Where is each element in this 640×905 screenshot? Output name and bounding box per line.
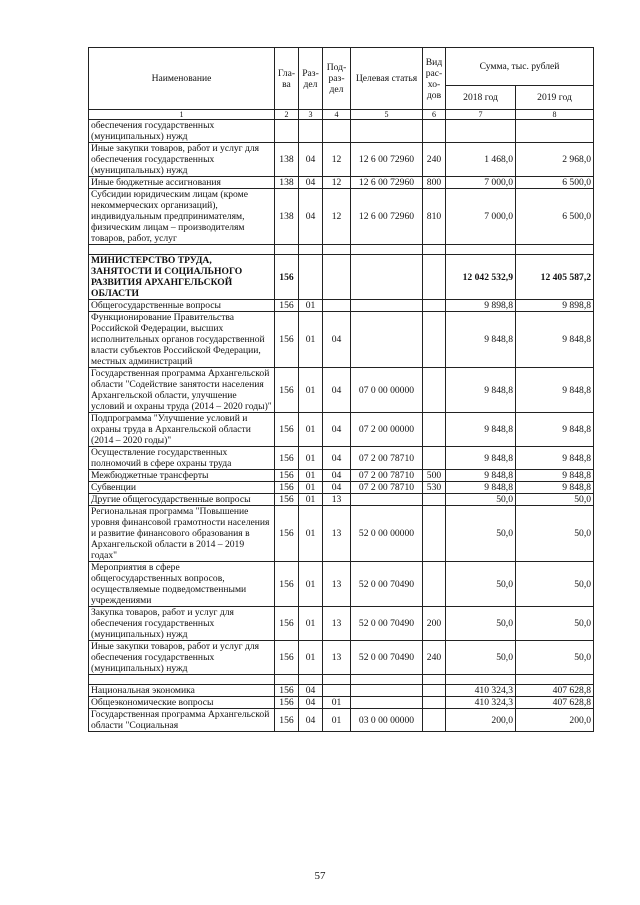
target-cell: 07 2 00 00000: [351, 413, 423, 447]
empty-cell: [299, 245, 323, 255]
razdel-cell: 01: [299, 312, 323, 368]
podrazdel-cell: 12: [323, 177, 351, 189]
glava-cell: 156: [275, 300, 299, 312]
podrazdel-cell: 13: [323, 562, 351, 607]
razdel-cell: 04: [299, 177, 323, 189]
podrazdel-cell: [323, 300, 351, 312]
column-index: 8: [516, 110, 594, 120]
razdel-cell: 04: [299, 709, 323, 732]
target-cell: [351, 255, 423, 300]
glava-cell: 156: [275, 312, 299, 368]
glava-cell: 156: [275, 482, 299, 494]
podrazdel-cell: [323, 120, 351, 143]
glava-cell: 156: [275, 368, 299, 413]
table-row: [89, 255, 594, 300]
column-index: 5: [351, 110, 423, 120]
vid-cell: [423, 300, 446, 312]
row-name: Государственная программа Архангельской области "Социальная: [89, 709, 275, 732]
sum-2019-cell: 200,0: [516, 709, 594, 732]
razdel-cell: 01: [299, 447, 323, 470]
budget-table: [88, 47, 594, 732]
row-name: Подпрограмма "Улучшение условий и охраны труда в Архангельской области (2014 – 2020 годы)": [89, 413, 275, 447]
glava-cell: 138: [275, 143, 299, 177]
empty-cell: [423, 245, 446, 255]
razdel-cell: 04: [299, 685, 323, 697]
vid-cell: [423, 413, 446, 447]
row-name: Осуществление государственных полномочий в сфере охраны труда: [89, 447, 275, 470]
razdel-cell: 04: [299, 697, 323, 709]
sum-2018-cell: 50,0: [446, 506, 516, 562]
sum-2019-cell: 9 848,8: [516, 312, 594, 368]
vid-cell: [423, 312, 446, 368]
header-name: Наименование: [89, 48, 275, 110]
sum-2018-cell: 200,0: [446, 709, 516, 732]
column-index: 6: [423, 110, 446, 120]
empty-cell: [89, 675, 275, 685]
vid-cell: 240: [423, 143, 446, 177]
sum-2018-cell: 9 848,8: [446, 312, 516, 368]
sum-2018-cell: [446, 120, 516, 143]
table-row: [89, 143, 594, 177]
razdel-cell: 01: [299, 413, 323, 447]
sum-2018-cell: 7 000,0: [446, 189, 516, 245]
vid-cell: [423, 685, 446, 697]
header-vid: Вид рас-хо-дов: [423, 48, 446, 110]
razdel-cell: 01: [299, 607, 323, 641]
header-glava: Гла-ва: [275, 48, 299, 110]
sum-2019-cell: 2 968,0: [516, 143, 594, 177]
razdel-cell: [299, 255, 323, 300]
table-row: [89, 368, 594, 413]
glava-cell: 156: [275, 470, 299, 482]
row-name: Межбюджетные трансферты: [89, 470, 275, 482]
razdel-cell: 01: [299, 562, 323, 607]
target-cell: [351, 494, 423, 506]
row-name: Закупка товаров, работ и услуг для обеспечения государственных (муниципальных) нужд: [89, 607, 275, 641]
row-name: Национальная экономика: [89, 685, 275, 697]
vid-cell: [423, 697, 446, 709]
table-row: [89, 607, 594, 641]
podrazdel-cell: 04: [323, 312, 351, 368]
table-row: [89, 447, 594, 470]
target-cell: 52 0 00 70490: [351, 607, 423, 641]
vid-cell: 530: [423, 482, 446, 494]
glava-cell: 156: [275, 641, 299, 675]
table-body: [89, 120, 594, 732]
sum-2019-cell: 12 405 587,2: [516, 255, 594, 300]
table-row: [89, 312, 594, 368]
glava-cell: 156: [275, 413, 299, 447]
table-row: [89, 562, 594, 607]
sum-2018-cell: 50,0: [446, 494, 516, 506]
razdel-cell: 01: [299, 470, 323, 482]
empty-cell: [446, 245, 516, 255]
sum-2019-cell: 50,0: [516, 641, 594, 675]
podrazdel-cell: 04: [323, 368, 351, 413]
table-row: [89, 120, 594, 143]
glava-cell: 156: [275, 709, 299, 732]
target-cell: 07 2 00 78710: [351, 447, 423, 470]
vid-cell: [423, 368, 446, 413]
podrazdel-cell: [323, 255, 351, 300]
sum-2018-cell: 1 468,0: [446, 143, 516, 177]
razdel-cell: 04: [299, 143, 323, 177]
vid-cell: 800: [423, 177, 446, 189]
table-row: [89, 506, 594, 562]
table-header: [89, 48, 594, 120]
header-year-2019: 2019 год: [516, 86, 594, 110]
razdel-cell: 04: [299, 189, 323, 245]
column-index: 3: [299, 110, 323, 120]
sum-2019-cell: 9 848,8: [516, 447, 594, 470]
target-cell: [351, 120, 423, 143]
column-index: 4: [323, 110, 351, 120]
table-row: [89, 494, 594, 506]
sum-2019-cell: 50,0: [516, 562, 594, 607]
target-cell: 07 0 00 00000: [351, 368, 423, 413]
sum-2018-cell: 7 000,0: [446, 177, 516, 189]
empty-cell: [446, 675, 516, 685]
target-cell: 12 6 00 72960: [351, 189, 423, 245]
sum-2018-cell: 410 324,3: [446, 685, 516, 697]
sum-2019-cell: 6 500,0: [516, 177, 594, 189]
row-name: Общегосударственные вопросы: [89, 300, 275, 312]
page-number: 57: [314, 870, 326, 882]
header-podrazdel: Под-раз-дел: [323, 48, 351, 110]
sum-2018-cell: 12 042 532,9: [446, 255, 516, 300]
row-name: Субвенции: [89, 482, 275, 494]
vid-cell: [423, 562, 446, 607]
razdel-cell: 01: [299, 494, 323, 506]
table-row: [89, 685, 594, 697]
target-cell: 12 6 00 72960: [351, 177, 423, 189]
sum-2018-cell: 9 848,8: [446, 413, 516, 447]
sum-2019-cell: 9 848,8: [516, 470, 594, 482]
vid-cell: [423, 255, 446, 300]
empty-cell: [323, 675, 351, 685]
target-cell: 12 6 00 72960: [351, 143, 423, 177]
table-row: [89, 675, 594, 685]
target-cell: 07 2 00 78710: [351, 470, 423, 482]
column-index: 7: [446, 110, 516, 120]
vid-cell: [423, 506, 446, 562]
vid-cell: [423, 494, 446, 506]
vid-cell: 200: [423, 607, 446, 641]
sum-2019-cell: 407 628,8: [516, 685, 594, 697]
target-cell: 52 0 00 00000: [351, 506, 423, 562]
target-cell: [351, 685, 423, 697]
podrazdel-cell: 04: [323, 447, 351, 470]
row-name: Региональная программа "Повышение уровня финансовой грамотности населения и развитие финансового образования в Архангельской области в 2014 – 2019 годах": [89, 506, 275, 562]
podrazdel-cell: 04: [323, 413, 351, 447]
podrazdel-cell: 01: [323, 697, 351, 709]
razdel-cell: 01: [299, 300, 323, 312]
glava-cell: 138: [275, 189, 299, 245]
table-row: [89, 177, 594, 189]
table-row: [89, 709, 594, 732]
empty-cell: [275, 245, 299, 255]
podrazdel-cell: 01: [323, 709, 351, 732]
sum-2018-cell: 9 848,8: [446, 470, 516, 482]
podrazdel-cell: 13: [323, 607, 351, 641]
podrazdel-cell: 12: [323, 189, 351, 245]
glava-cell: 156: [275, 697, 299, 709]
empty-cell: [275, 675, 299, 685]
podrazdel-cell: 04: [323, 482, 351, 494]
target-cell: 07 2 00 78710: [351, 482, 423, 494]
empty-cell: [299, 675, 323, 685]
glava-cell: 156: [275, 494, 299, 506]
razdel-cell: 01: [299, 482, 323, 494]
glava-cell: 156: [275, 506, 299, 562]
column-index-row: [89, 110, 594, 120]
table-row: [89, 470, 594, 482]
razdel-cell: 01: [299, 506, 323, 562]
row-name: Мероприятия в сфере общегосударственных вопросов, осуществляемые подведомственными учреждениями: [89, 562, 275, 607]
empty-cell: [89, 245, 275, 255]
sum-2019-cell: 50,0: [516, 506, 594, 562]
header-sum: Сумма, тыс. рублей: [446, 48, 594, 86]
table-row: [89, 413, 594, 447]
sum-2018-cell: 9 848,8: [446, 447, 516, 470]
razdel-cell: 01: [299, 641, 323, 675]
target-cell: 52 0 00 70490: [351, 562, 423, 607]
vid-cell: 240: [423, 641, 446, 675]
glava-cell: 138: [275, 177, 299, 189]
table-row: [89, 697, 594, 709]
row-name: Субсидии юридическим лицам (кроме некоммерческих организаций), индивидуальным предпринимателям, физическим лицам – производителям товаров, работ, услуг: [89, 189, 275, 245]
sum-2019-cell: 9 848,8: [516, 413, 594, 447]
glava-cell: 156: [275, 255, 299, 300]
table-row: [89, 641, 594, 675]
sum-2019-cell: 9 848,8: [516, 368, 594, 413]
target-cell: [351, 300, 423, 312]
row-name: Функционирование Правительства Российской Федерации, высших исполнительных органов государственной власти субъектов Российской Федерации, местных администраций: [89, 312, 275, 368]
sum-2019-cell: 9 848,8: [516, 482, 594, 494]
empty-cell: [516, 245, 594, 255]
podrazdel-cell: 04: [323, 470, 351, 482]
glava-cell: [275, 120, 299, 143]
header-target: Целевая статья: [351, 48, 423, 110]
header-year-2018: 2018 год: [446, 86, 516, 110]
vid-cell: [423, 709, 446, 732]
row-name: Иные закупки товаров, работ и услуг для обеспечения государственных (муниципальных) нужд: [89, 143, 275, 177]
glava-cell: 156: [275, 607, 299, 641]
glava-cell: 156: [275, 685, 299, 697]
sum-2018-cell: 9 848,8: [446, 482, 516, 494]
row-name: Иные закупки товаров, работ и услуг для обеспечения государственных (муниципальных) нужд: [89, 641, 275, 675]
target-cell: [351, 312, 423, 368]
razdel-cell: [299, 120, 323, 143]
target-cell: 52 0 00 70490: [351, 641, 423, 675]
row-name: Государственная программа Архангельской области "Содействие занятости населения Архангельской области, улучшение условий и охраны труда (2014 – 2020 годы)": [89, 368, 275, 413]
vid-cell: [423, 447, 446, 470]
sum-2018-cell: 410 324,3: [446, 697, 516, 709]
table-row: [89, 245, 594, 255]
header-razdel: Раз-дел: [299, 48, 323, 110]
vid-cell: 500: [423, 470, 446, 482]
vid-cell: 810: [423, 189, 446, 245]
sum-2018-cell: 50,0: [446, 607, 516, 641]
row-name: Общеэкономические вопросы: [89, 697, 275, 709]
sum-2019-cell: 50,0: [516, 494, 594, 506]
empty-cell: [351, 245, 423, 255]
table-row: [89, 300, 594, 312]
podrazdel-cell: [323, 685, 351, 697]
sum-2018-cell: 50,0: [446, 562, 516, 607]
sum-2019-cell: [516, 120, 594, 143]
sum-2019-cell: 6 500,0: [516, 189, 594, 245]
glava-cell: 156: [275, 562, 299, 607]
column-index: 1: [89, 110, 275, 120]
sum-2018-cell: 9 898,8: [446, 300, 516, 312]
target-cell: 03 0 00 00000: [351, 709, 423, 732]
glava-cell: 156: [275, 447, 299, 470]
sum-2018-cell: 9 848,8: [446, 368, 516, 413]
sum-2019-cell: 50,0: [516, 607, 594, 641]
row-name: Другие общегосударственные вопросы: [89, 494, 275, 506]
podrazdel-cell: 13: [323, 641, 351, 675]
empty-cell: [423, 675, 446, 685]
table-row: [89, 189, 594, 245]
podrazdel-cell: 12: [323, 143, 351, 177]
sum-2018-cell: 50,0: [446, 641, 516, 675]
razdel-cell: 01: [299, 368, 323, 413]
sum-2019-cell: 407 628,8: [516, 697, 594, 709]
row-name: МИНИСТЕРСТВО ТРУДА, ЗАНЯТОСТИ И СОЦИАЛЬНОГО РАЗВИТИЯ АРХАНГЕЛЬСКОЙ ОБЛАСТИ: [89, 255, 275, 300]
table-row: [89, 482, 594, 494]
row-name: обеспечения государственных (муниципальных) нужд: [89, 120, 275, 143]
empty-cell: [351, 675, 423, 685]
column-index: 2: [275, 110, 299, 120]
podrazdel-cell: 13: [323, 494, 351, 506]
empty-cell: [323, 245, 351, 255]
sum-2019-cell: 9 898,8: [516, 300, 594, 312]
podrazdel-cell: 13: [323, 506, 351, 562]
empty-cell: [516, 675, 594, 685]
vid-cell: [423, 120, 446, 143]
target-cell: [351, 697, 423, 709]
row-name: Иные бюджетные ассигнования: [89, 177, 275, 189]
